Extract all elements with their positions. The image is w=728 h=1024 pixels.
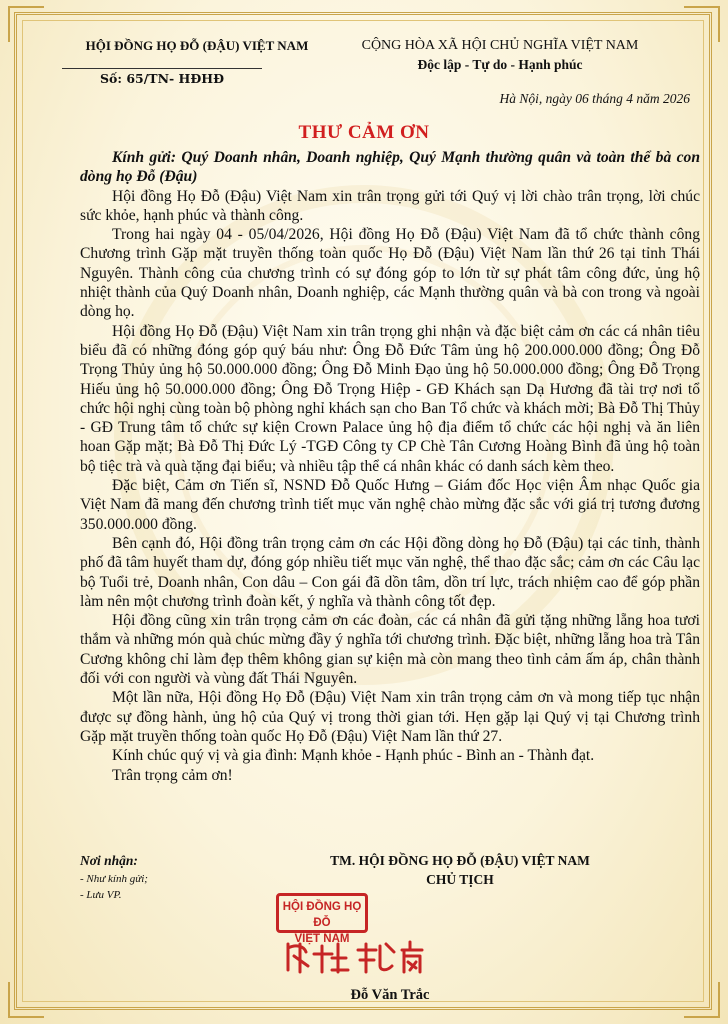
stamp-line: VIỆT NAM xyxy=(294,933,350,945)
national-title: CỘNG HÒA XÃ HỘI CHỦ NGHĨA VIỆT NAM xyxy=(361,38,639,53)
letter-title: THƯ CẢM ƠN xyxy=(298,122,430,143)
paragraph: Bên cạnh đó, Hội đồng trân trọng cảm ơn các Hội đồng dòng họ Đỗ (Đậu) tại các tỉnh, thành phố đã tâm huyết tham dự, đóng góp nhiều tiết mục văn nghệ, thể thao đặc sắc; cảm ơn các Câu lạc bộ Tuổi trẻ, Doanh nhân, Con dâu – Con gái đã dồn tâm, dồn trí lực, trách nhiệm cao để góp phần làm nên một chương trình đoàn kết, ý nghĩa và thành công tốt đẹp. xyxy=(80,534,700,610)
paragraph: Hội đồng cũng xin trân trọng cảm ơn các đoàn, các cá nhân đã gửi tặng những lẵng hoa tươi thắm và những món quà chúc mừng đầy ý nghĩa tới chương trình. Đặc biệt, những lẵng hoa trà Tân Cương không chỉ làm đẹp thêm không gian sự kiện mà còn mang theo tình cảm ấm áp, chân thành đối với con người và vùng đất Thái Nguyên. xyxy=(80,612,700,688)
paragraph: Kính chúc quý vị và gia đình: Mạnh khỏe - Hạnh phúc - Bình an - Thành đạt. xyxy=(112,747,595,765)
greeting: Kính gửi: Quý Doanh nhân, Doanh nghiệp, Quý Mạnh thường quân và toàn thể bà con dòng họ Đỗ (Đậu) xyxy=(80,149,700,186)
signature-role: CHỦ TỊCH xyxy=(426,872,494,887)
place-and-date: Hà Nội, ngày 06 tháng 4 năm 2026 xyxy=(499,91,690,106)
corner-ornament-top-right xyxy=(684,6,720,42)
paragraph: Một lần nữa, Hội đồng Họ Đỗ (Đậu) Việt Nam xin trân trọng cảm ơn và mong tiếp tục nhận được sự đồng hành, ủng hộ của Quý vị trong thời gian tới. Hẹn gặp lại Quý vị tại Chương trình Gặp mặt truyền thống toàn quốc Họ Đỗ (Đậu) Việt Nam lần thứ 27. xyxy=(80,689,700,745)
paragraph: Trong hai ngày 04 - 05/04/2026, Hội đồng Họ Đỗ (Đậu) Việt Nam đã tổ chức thành công Chương trình Gặp mặt truyền thống toàn quốc Họ Đỗ (Đậu) Việt Nam lần thứ 26 tại tỉnh Thái Nguyên. Thành công của chương trình có sự đóng góp to lớn từ sự phát tâm công đức, ủng hộ nhiệt thành của Quý Doanh nhân, Doanh nghiệp, các Mạnh thường quân và bà con trong và ngoài dòng họ. xyxy=(80,226,700,321)
paragraph: Hội đồng Họ Đỗ (Đậu) Việt Nam xin trân trọng gửi tới Quý vị lời chào trân trọng, lời chúc sức khỏe, hạnh phúc và thành công. xyxy=(80,187,700,224)
stamp-line: HỘI ĐỒNG HỌ ĐỖ xyxy=(282,901,362,929)
issuing-organization: HỘI ĐỒNG HỌ ĐỖ (ĐẬU) VIỆT NAM xyxy=(85,38,309,53)
paragraph: Trân trọng cảm ơn! xyxy=(112,766,233,784)
national-motto: Độc lập - Tự do - Hạnh phúc xyxy=(417,57,583,72)
recipient-item: - Lưu VP. xyxy=(80,889,122,901)
paragraph: Hội đồng Họ Đỗ (Đậu) Việt Nam xin trân trọng ghi nhận và đặc biệt cảm ơn các cá nhân tiêu biểu đã có những đóng góp quý báu như: Ông Đỗ Đức Tâm ủng hộ 200.000.000 đồng; Ông Đỗ Trọng Thủy ủng hộ 50.000.000 đồng; Ông Đỗ Minh Đạo ủng hộ 50.000.000 đồng; Ông Đỗ Trọng Hiếu ủng hộ 50.000.000 đồng; Ông Đỗ Trọng Hiệp - GĐ Khách sạn Dạ Hương đã tài trợ nơi tổ chức hội nghị cùng toàn bộ phòng nghỉ khách sạn cho Ban Tổ chức và khách mời; Bà Đỗ Thị Thủy - GĐ Trung tâm tổ chức sự kiện Crown Palace ủng hộ địa điểm tổ chức các hội nghị và ăn liên hoan Gặp mặt; Bà Đỗ Thị Đức Lý -TGĐ Công ty CP Chè Tân Cương Hoàng Bình đã ủng hộ toàn bộ tiệc trà và quà tặng đại biểu; và nhiều tập thể cá nhân khác có danh sách kèm theo. xyxy=(80,322,700,475)
official-stamp xyxy=(276,893,368,945)
recipient-item: - Như kính gửi; xyxy=(80,873,148,885)
paragraph: Đặc biệt, Cảm ơn Tiến sĩ, NSND Đỗ Quốc Hưng – Giám đốc Học viện Âm nhạc Quốc gia Việt Nam đã mang đến chương trình tiết mục văn nghệ chào mừng đặc sắc với giá trị tương đương 350.000.000 đồng. xyxy=(80,477,700,533)
letter-body xyxy=(80,148,700,785)
handwritten-signature xyxy=(282,936,582,976)
recipients-title: Nơi nhận: xyxy=(80,853,138,868)
corner-ornament-bottom-left xyxy=(8,982,44,1018)
signature-organization: TM. HỘI ĐỒNG HỌ ĐỖ (ĐẬU) VIỆT NAM xyxy=(330,853,590,868)
corner-ornament-top-left xyxy=(8,6,44,42)
document-number: Số: 65/TN- HĐHĐ xyxy=(62,68,262,86)
signer-name: Đỗ Văn Trắc xyxy=(350,987,430,1003)
corner-ornament-bottom-right xyxy=(684,982,720,1018)
